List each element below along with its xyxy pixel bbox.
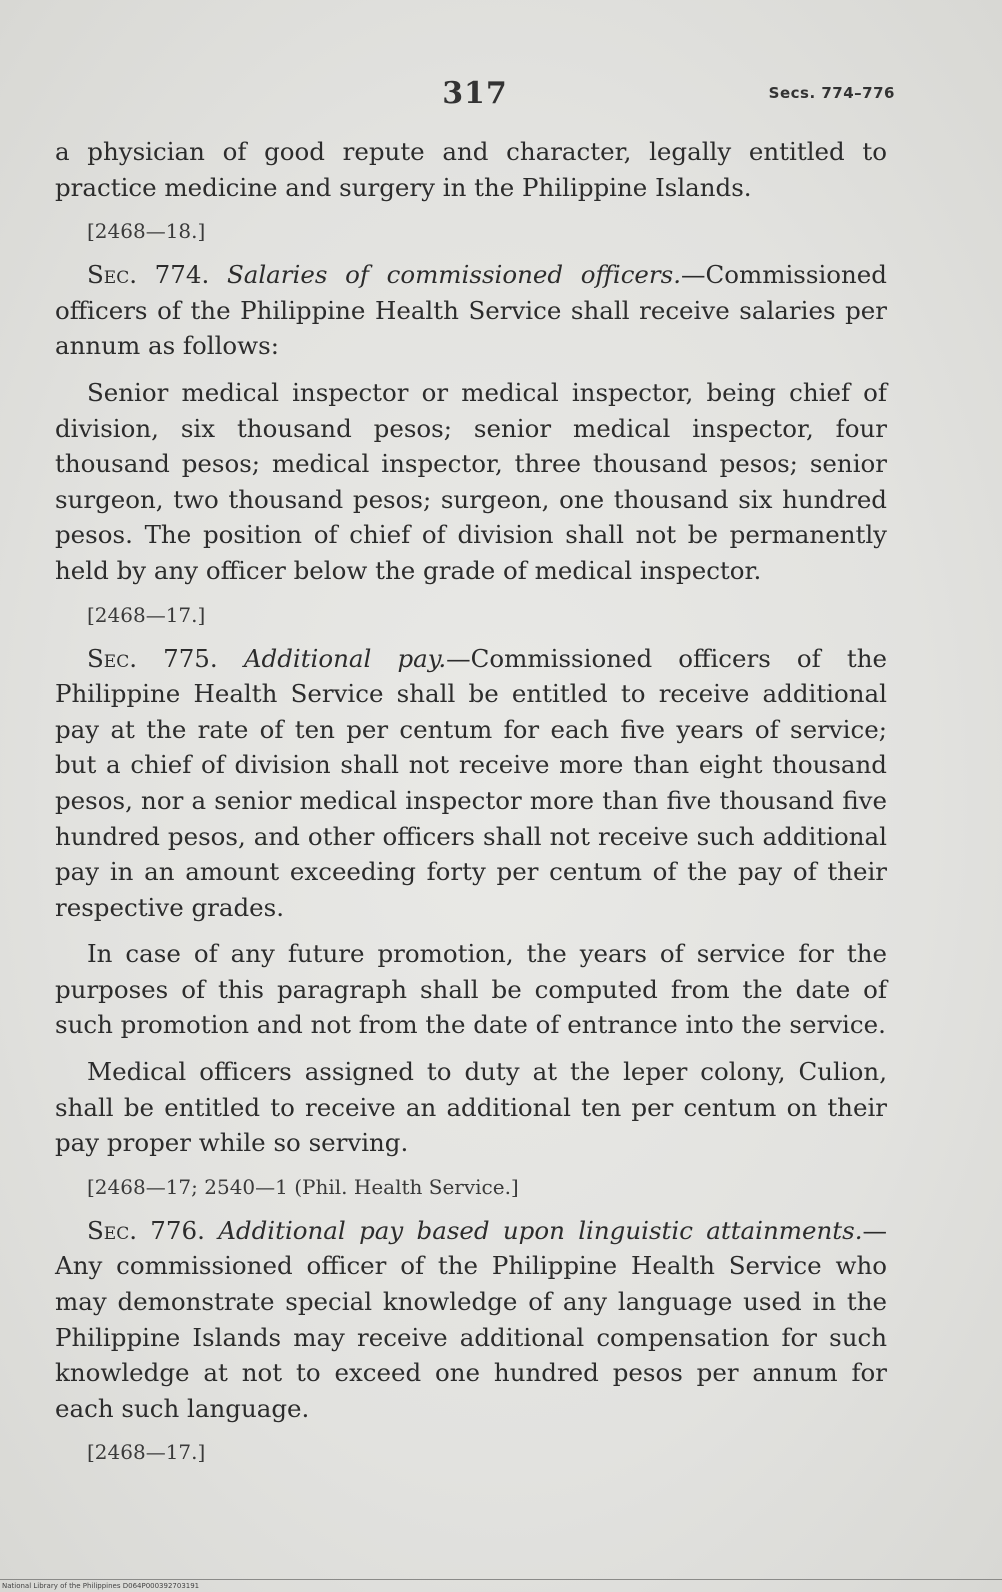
section-title: Additional pay based upon linguistic attainments. [218, 1215, 863, 1245]
section-text: —Commissioned officers of the Philippine Health Service shall be entitled to receive additional pay at the rate of ten per centum for each five years of service; but a chief of division shall not receive more than eight thousand pesos, nor a senior medical inspector more than five thousand five hundred pesos, and other officers shall not receive such additional pay in an amount exceeding forty per centum of the pay of their respective grades. [55, 643, 887, 922]
section-label: Sec. 774. [87, 260, 210, 290]
section-label: Sec. 776. [87, 1215, 205, 1245]
continued-paragraph: a physician of good repute and character, legally entitled to practice medicine and surgery in the Philippine Islands. [55, 137, 887, 202]
scan-credit: National Library of the Philippines D064P000392703191 [2, 1582, 200, 1590]
citation: [2468—17; 2540—1 (Phil. Health Service.] [87, 1174, 519, 1199]
footer-divider [0, 1579, 1002, 1580]
page-body [55, 134, 887, 1478]
section-775 [55, 641, 887, 926]
paragraph: In case of any future promotion, the years of service for the purposes of this paragraph shall be computed from the date of such promotion and not from the date of entrance into the service. [55, 939, 887, 1040]
section-text: —Commissioned officers of the Philippine Health Service shall receive salaries per annum as follows: [55, 260, 887, 361]
section-774 [55, 257, 887, 364]
page-header [55, 76, 895, 116]
section-label: Sec. 775. [87, 643, 218, 673]
citation: [2468—17.] [87, 1440, 206, 1465]
section-title: Additional pay. [243, 643, 447, 673]
citation: [2468—18.] [87, 219, 206, 244]
citation: [2468—17.] [87, 602, 206, 627]
page-number: 317 [442, 76, 508, 111]
running-head: Secs. 774–776 [768, 84, 895, 102]
paragraph: Medical officers assigned to duty at the leper colony, Culion, shall be entitled to receive an additional ten per centum on their pay proper while so serving. [55, 1057, 887, 1158]
paragraph: Senior medical inspector or medical inspector, being chief of division, six thousand pesos; senior medical inspector, four thousand pesos; medical inspector, three thousand pesos; senior surgeon, two thousand pesos; surgeon, one thousand six hundred pesos. The position of chief of division shall not be permanently held by any officer below the grade of medical inspector. [55, 377, 887, 585]
section-text: —Any commissioned officer of the Philippine Health Service who may demonstrate special knowledge of any language used in the Philippine Islands may receive additional compensation for such knowledge at not to exceed one hundred pesos per annum for each such language. [55, 1215, 887, 1423]
section-title: Salaries of commissioned officers. [226, 260, 681, 290]
section-776 [55, 1213, 887, 1427]
